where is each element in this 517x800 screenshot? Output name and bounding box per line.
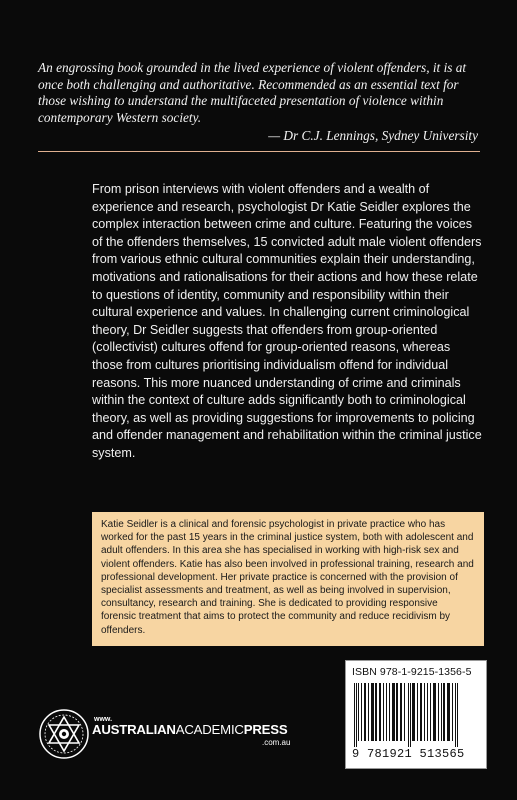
- publisher-name-part-2: ACADEMIC: [175, 722, 244, 737]
- barcode-bar: [455, 683, 456, 747]
- isbn-barcode-box: [345, 660, 487, 769]
- barcode-bar: [433, 683, 436, 741]
- barcode-bar: [375, 683, 377, 741]
- barcode-bar: [371, 683, 374, 741]
- barcode-bar: [400, 683, 402, 741]
- barcode-bar: [427, 683, 428, 741]
- barcode-bar: [438, 683, 439, 741]
- publisher-name-part-3: PRESS: [243, 722, 288, 737]
- barcode-bar: [392, 683, 395, 741]
- barcode-graphic: [352, 683, 480, 747]
- barcode-bar: [379, 683, 381, 741]
- barcode-digits: 9 781921 513565: [352, 747, 465, 761]
- book-description: From prison interviews with violent offenders and a wealth of experience and research, psychologist Dr Katie Seidler explores the complex interaction between crime and culture. Featuring the voices of the offenders themselves, 15 convicted adult male violent offenders from various ethnic cultural communities explain their understanding, motivations and rationalisations for their actions and how these relate to questions of identity, community and responsibility within their cultural experience and values. In challenging current criminological theory, Dr Seidler suggests that offenders from group-oriented (collectivist) cultures offend for group-oriented reasons, whereas those from cultures prioritising individualism offend for individual reasons. This more nuanced understanding of crime and criminals within the context of culture adds significantly both to criminological theory, as well as providing suggestions for improvements to policing and offender management and rehabilitation within the criminal justice system.: [92, 182, 482, 460]
- barcode-bar: [420, 683, 422, 741]
- barcode-bar: [412, 683, 415, 741]
- publisher-name-part-1: AUSTRALIAN: [92, 722, 176, 737]
- barcode-bar: [417, 683, 418, 741]
- barcode-bar: [410, 683, 411, 747]
- barcode-bar: [441, 683, 442, 741]
- barcode-bar: [424, 683, 425, 741]
- barcode-bar: [443, 683, 445, 741]
- barcode-bar: [364, 683, 366, 741]
- endorsement-quote: An engrossing book grounded in the lived experience of violent offenders, it is at once both challenging and authoritative. Recommended as an essential text for those wishing to understand the multifaceted presentation of violence within contemporary Western society.: [38, 60, 467, 125]
- publisher-www: www.: [94, 716, 113, 723]
- barcode-bar: [386, 683, 387, 741]
- barcode-bar: [404, 683, 405, 741]
- barcode-bar: [452, 683, 453, 741]
- barcode-bar: [354, 683, 355, 747]
- barcode-bar: [447, 683, 450, 741]
- publisher-domain: .com.au: [262, 738, 291, 747]
- barcode-bar: [408, 683, 409, 747]
- author-bio-box: [92, 512, 484, 646]
- barcode-bar: [430, 683, 431, 741]
- barcode-bar: [457, 683, 458, 747]
- publisher-name: [92, 722, 287, 737]
- publisher-logo-icon: [38, 708, 90, 760]
- barcode-bar: [361, 683, 362, 741]
- barcode-bar: [389, 683, 390, 741]
- endorsement-attribution: — Dr C.J. Lennings, Sydney University: [268, 128, 478, 143]
- barcode-bar: [383, 683, 384, 741]
- barcode-bar: [358, 683, 359, 741]
- barcode-bar: [356, 683, 357, 747]
- isbn-label: ISBN 978-1-9215-1356-5: [352, 666, 472, 678]
- barcode-bar: [368, 683, 369, 741]
- barcode-bar: [396, 683, 398, 741]
- divider-rule: [38, 151, 480, 152]
- author-bio-text: Katie Seidler is a clinical and forensic psychologist in private practice who has worked for the past 15 years in the criminal justice system, both with adolescent and adult offenders. In this area she has specialised in working with high-risk sex and violent offenders. Katie has also been involved in professional training, research and professional development. Her private practice is concerned with the provision of specialist assessments and treatment, as well as being involved in supervision, consultancy, research and training. She is dedicated to providing responsive forensic treatment that aims to protect the community and reduce recidivism by offenders.: [101, 519, 474, 636]
